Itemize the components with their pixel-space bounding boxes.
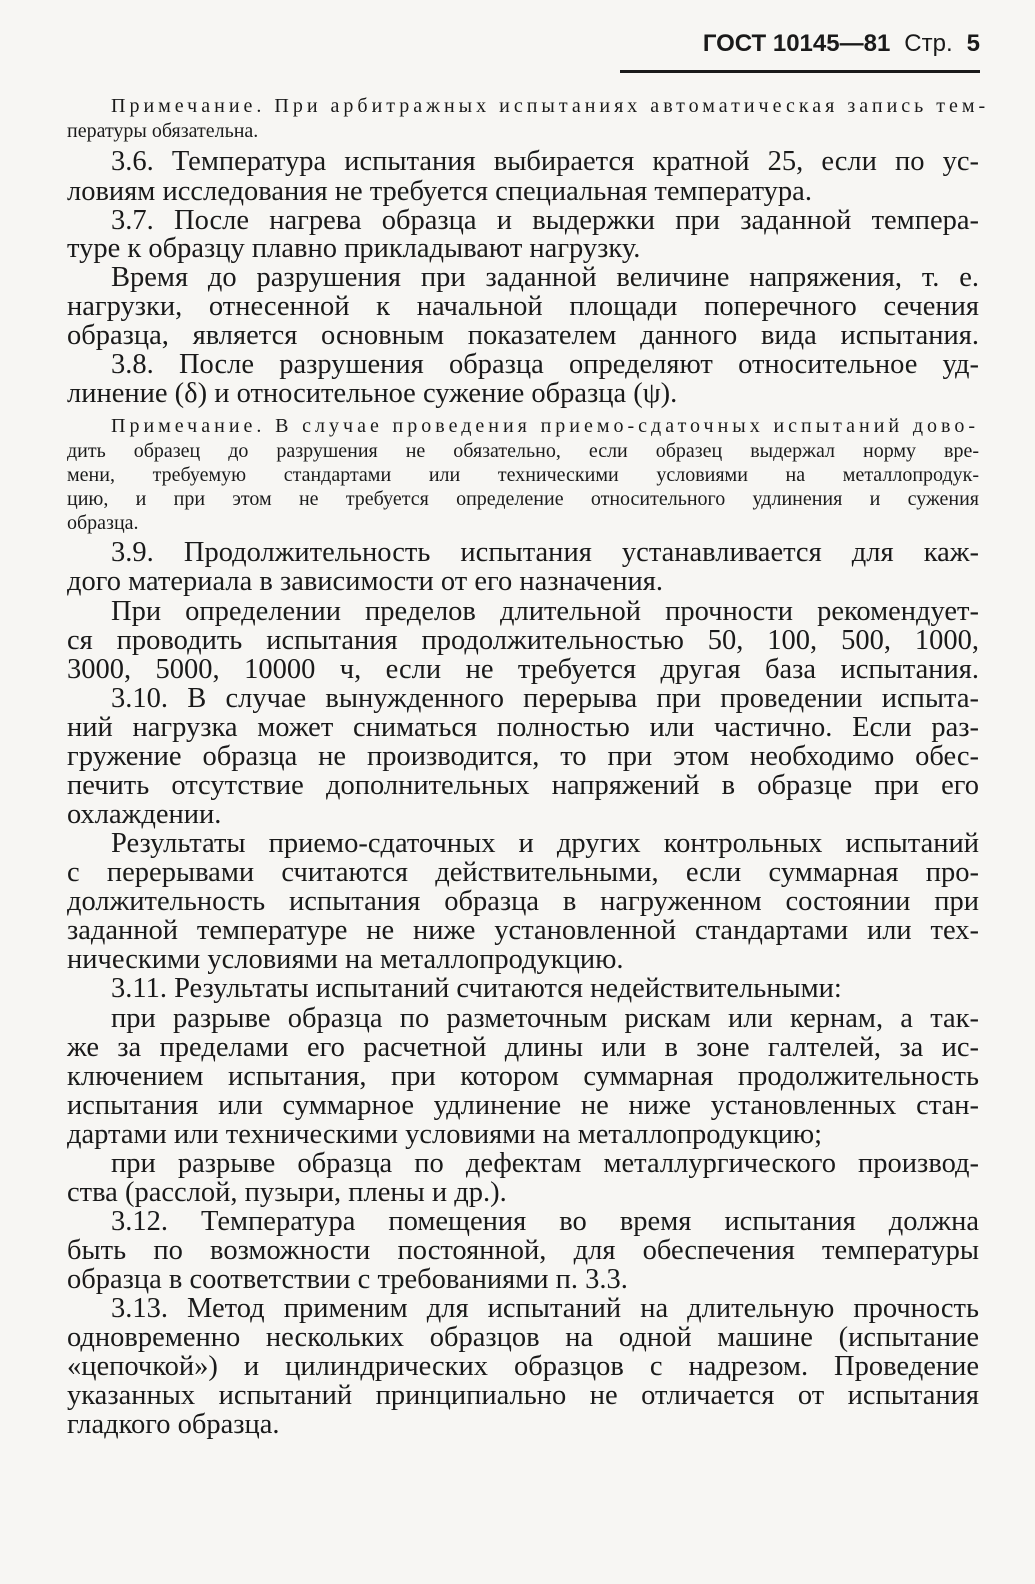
text-line: образца в соответствии с требованиями п. 3.3. <box>67 1264 628 1295</box>
text-line: ническими условиями на металлопродукцию. <box>67 944 624 975</box>
page-label: Стр. <box>904 30 953 57</box>
text-line: 3.8. После разрушения образца определяют относительное уд- <box>111 349 979 380</box>
page-number: 5 <box>966 30 980 57</box>
text-line: при разрыве образца по дефектам металлургического производ- <box>111 1148 979 1179</box>
text-line: ний нагрузка может сниматься полностью или частично. Если раз- <box>67 712 979 743</box>
text-line: заданной температуре не ниже установленной стандартами или тех- <box>67 915 979 946</box>
text-line: ства (расслой, пузыри, плены и др.). <box>67 1177 507 1208</box>
text-line: 3.6. Температура испытания выбирается кратной 25, если по ус- <box>111 146 979 177</box>
text-line: испытания или суммарное удлинение не ниже установленных стан- <box>67 1090 979 1121</box>
text-line: ключением испытания, при котором суммарная продолжительность <box>67 1061 979 1092</box>
text-line: ловиям исследования не требуется специальная температура. <box>67 176 812 207</box>
text-line: гружение образца не производится, то при этом необходимо обес- <box>67 741 979 772</box>
text-line: 3.7. После нагрева образца и выдержки при заданной темпера- <box>111 205 979 236</box>
text-line: дого материала в зависимости от его назначения. <box>67 566 664 597</box>
note-line: Примечание. При арбитражных испытаниях автоматическая запись тем- <box>111 95 990 117</box>
note-line: Примечание. В случае проведения приемо-сдаточных испытаний дово- <box>111 415 979 437</box>
text-line: 3.10. В случае вынужденного перерыва при проведении испыта- <box>111 683 979 714</box>
text-line: при разрыве образца по разметочным рискам или кернам, а так- <box>111 1003 979 1034</box>
text-line: указанных испытаний принципиально не отличается от испытания <box>67 1380 979 1411</box>
text-line: туре к образцу плавно прикладывают нагрузку. <box>67 233 641 264</box>
text-line: же за пределами его расчетной длины или в зоне галтелей, за ис- <box>67 1032 979 1063</box>
text-line: ся проводить испытания продолжительностью 50, 100, 500, 1000, <box>67 625 979 656</box>
text-line: охлаждении. <box>67 799 222 830</box>
note-line: мени, требуемую стандартами или техническими условиями на металлопродук- <box>67 464 979 486</box>
text-line: образца, является основным показателем данного вида испытания. <box>67 320 979 351</box>
text-line: Результаты приемо-сдаточных и других контрольных испытаний <box>111 828 979 859</box>
text-line: При определении пределов длительной прочности рекомендует- <box>111 596 979 627</box>
text-line: 3.9. Продолжительность испытания устанавливается для каж- <box>111 537 979 568</box>
text-line: быть по возможности постоянной, для обеспечения температуры <box>67 1235 979 1266</box>
text-line: 3.13. Метод применим для испытаний на длительную прочность <box>111 1293 979 1324</box>
text-line: нагрузки, отнесенной к начальной площади поперечного сечения <box>67 291 979 322</box>
note-line: образца. <box>67 512 139 534</box>
text-line: 3.12. Температура помещения во время испытания должна <box>111 1206 979 1237</box>
text-line: дартами или техническими условиями на металлопродукцию; <box>67 1119 823 1150</box>
text-line: 3000, 5000, 10000 ч, если не требуется другая база испытания. <box>67 654 979 685</box>
text-line: «цепочкой») и цилиндрических образцов с надрезом. Проведение <box>67 1351 979 1382</box>
note-line: пературы обязательна. <box>67 120 259 142</box>
text-line: Время до разрушения при заданной величине напряжения, т. е. <box>111 262 979 293</box>
text-line: с перерывами считаются действительными, если суммарная про- <box>67 857 979 888</box>
page-header <box>620 30 980 73</box>
text-line: печить отсутствие дополнительных напряжений в образце при его <box>67 770 979 801</box>
note-line: цию, и при этом не требуется определение относительного удлинения и сужения <box>67 488 979 510</box>
text-line: 3.11. Результаты испытаний считаются недействительными: <box>111 973 842 1004</box>
text-line: одновременно нескольких образцов на одной машине (испытание <box>67 1322 979 1353</box>
note-line: дить образец до разрушения не обязательно, если образец выдержал норму вре- <box>67 440 979 462</box>
text-line: должительность испытания образца в нагруженном состоянии при <box>67 886 979 917</box>
text-line: гладкого образца. <box>67 1409 280 1440</box>
text-line: линение (δ) и относительное сужение образца (ψ). <box>67 378 678 409</box>
standard-number: ГОСТ 10145—81 <box>702 30 891 57</box>
